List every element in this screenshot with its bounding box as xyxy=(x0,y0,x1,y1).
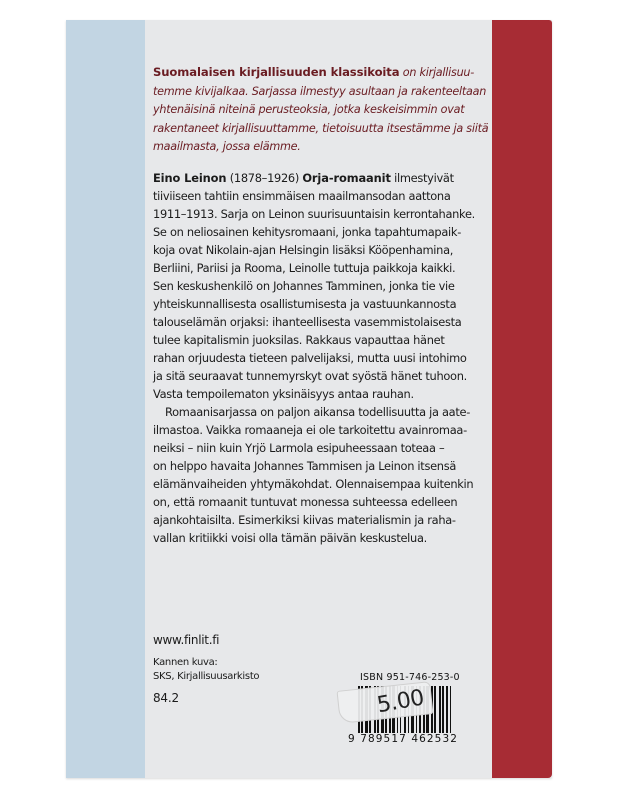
isbn-number: ISBN 951-746-253-0 xyxy=(360,672,460,683)
description-line: tulee kapitalismin juoksilas. Rakkaus vapauttaa hänet xyxy=(153,333,445,347)
intro-line: maailmasta, jossa elämme. xyxy=(153,140,301,153)
price-label: 5.00 xyxy=(375,685,426,719)
right-red-stripe xyxy=(492,20,552,778)
description-line: on, että romaanit tuntuvat monessa suhteessa edelleen xyxy=(153,495,458,509)
description-line: ajankohtaisilta. Esimerkiksi kiivas materialismin ja raha- xyxy=(153,513,456,527)
description-line: elämänvaiheiden yhtymäkohdat. Olennaisempaa kuitenkin xyxy=(153,477,474,491)
description-line: Vasta tempoilematon yksinäisyys antaa rauhan. xyxy=(153,387,414,401)
intro-line: rakentaneet kirjallisuuttamme, tietoisuutta itsestämme ja siitä xyxy=(153,121,489,135)
description-line: ilmastoa. Vaikka romaaneja ei ole tarkoitettu avainromaa- xyxy=(153,423,467,437)
barcode-digits: 9 789517 462532 xyxy=(348,733,459,745)
left-blue-stripe xyxy=(66,20,145,778)
description-line: Sen keskushenkilö on Johannes Tamminen, jonka tie vie xyxy=(153,279,455,293)
intro-line: Suomalaisen kirjallisuuden klassikoita on kirjallisuu- xyxy=(153,65,475,79)
cover-image-credit xyxy=(153,656,259,684)
description-line: Se on neliosainen kehitysromaani, jonka tapahtumapaik- xyxy=(153,225,462,239)
credit-label: Kannen kuva: xyxy=(153,657,218,668)
description-line: koja ovat Nikolain-ajan Helsingin lisäksi Kööpenhamina, xyxy=(153,243,454,257)
credit-value: SKS, Kirjallisuusarkisto xyxy=(153,671,260,682)
author-years: (1878–1926) xyxy=(226,171,303,185)
author-name: Eino Leinon xyxy=(153,171,227,185)
description-line: Eino Leinon (1878–1926) Orja-romaanit ilmestyivät xyxy=(153,171,454,185)
description-line: tiiviiseen tahtiin ensimmäisen maailmansodan aattona xyxy=(153,189,451,203)
book-back-cover xyxy=(66,20,552,778)
intro-line: yhtenäisinä niteinä perusteoksia, jotka keskeisimmin ovat xyxy=(153,103,465,116)
description-line: on helppo havaita Johannes Tammisen ja Leinon itsensä xyxy=(153,459,457,473)
description-line: Romaanisarjassa on paljon aikansa todellisuutta ja aate- xyxy=(165,405,471,419)
description-line: neiksi – niin kuin Yrjö Larmola esipuheessaan toteaa – xyxy=(153,441,445,455)
description-line: vallan kritiikki voisi olla tämän päivän keskustelua. xyxy=(153,531,427,545)
book-title: Orja-romaanit xyxy=(302,171,391,185)
series-name: Suomalaisen kirjallisuuden klassikoita xyxy=(153,65,400,79)
description-line: talouselämän orjaksi: ihanteellisesta vasemmistolaisesta xyxy=(153,315,462,329)
cover-footer xyxy=(153,633,259,705)
intro-line: temme kivijalkaa. Sarjassa ilmestyy asultaan ja rakenteeltaan xyxy=(153,84,487,98)
book-description xyxy=(153,169,498,547)
description-line: Berliini, Pariisi ja Rooma, Leinolle tuttuja paikkoja kaikki. xyxy=(153,261,456,275)
description-line: 1911–1913. Sarja on Leinon suurisuuntaisin kerrontahanke. xyxy=(153,207,475,221)
series-intro xyxy=(153,63,493,157)
description-line: yhteiskunnallisesta osallistumisesta ja vastuunkannosta xyxy=(153,297,457,311)
publisher-url: www.finlit.fi xyxy=(153,633,220,647)
description-line: rahan orjuudesta tieteen palvelijaksi, mutta uusi intohimo xyxy=(153,351,467,365)
description-line: ja sitä seuraavat tunnemyrskyt ovat syöstä hänet tuhoon. xyxy=(153,369,467,383)
classification-code: 84.2 xyxy=(153,691,179,705)
